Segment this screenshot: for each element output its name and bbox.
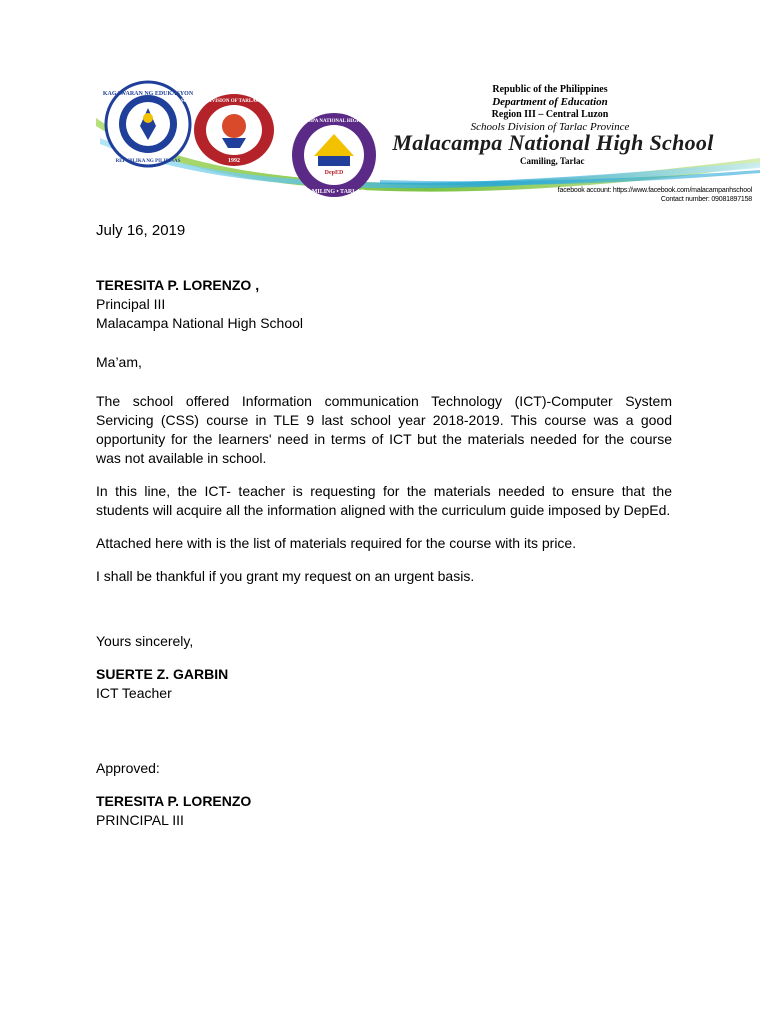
letter-date: July 16, 2019 (96, 222, 186, 239)
salutation: Ma’am, (96, 354, 142, 370)
seal2-year: 1992 (228, 158, 240, 164)
republic-line: Republic of the Philippines (492, 84, 608, 95)
seal2-text: SCHOOLS DIVISION OF TARLAC PROVINCE (180, 99, 288, 104)
seal1-bottom: REPUBLIKA NG PILIPINAS (115, 159, 181, 164)
letterhead-text (400, 84, 700, 134)
paragraph-1: The school offered Information communication Technology (ICT)-Computer System Servicing (CSS) course in TLE 9 last school year 2018-2019. This course was a good opportunity for the learners' need in terms of ICT but the materials needed for the course was not available in school. (96, 393, 672, 466)
deped-seal (104, 80, 192, 168)
paragraph-2: In this line, the ICT- teacher is requesting for the materials needed to ensure that the students will acquire all the information aligned with the curriculum guide imposed by DepEd. (96, 483, 672, 518)
school-seal (284, 112, 384, 198)
approved-label: Approved: (96, 760, 160, 776)
sender-name: SUERTE Z. GARBIN (96, 666, 229, 682)
paragraph-4: I shall be thankful if you grant my request on an urgent basis. (96, 568, 475, 584)
recipient-name: TERESITA P. LORENZO , (96, 277, 260, 293)
letter-body (96, 276, 672, 830)
approver-name: TERESITA P. LORENZO (96, 793, 252, 809)
letterhead (0, 0, 768, 215)
sender-title: ICT Teacher (96, 685, 172, 701)
seal3-center: DepED (324, 170, 344, 176)
school-town: Camiling, Tarlac (520, 156, 585, 166)
seal3-bottom: CAMILING • TARLAC (303, 189, 365, 195)
division-seal (180, 92, 288, 168)
contact-number: Contact number: 09081897158 (660, 196, 752, 203)
department-line: Department of Education (492, 96, 608, 108)
approver-title: PRINCIPAL III (96, 812, 184, 828)
division-line: Schools Division of Tarlac Province (470, 121, 630, 133)
school-name: Malacampa National High School (392, 130, 714, 155)
region-line: Region III – Central Luzon (491, 109, 609, 120)
paragraph-3: Attached here with is the list of materials required for the course with its price. (96, 535, 577, 551)
recipient-title: Principal III (96, 296, 166, 312)
closing: Yours sincerely, (96, 633, 194, 649)
recipient-school: Malacampa National High School (96, 315, 303, 331)
seal3-text: MALACAMPA NATIONAL HIGH SCHOOL (284, 119, 384, 124)
facebook-account: facebook account: https://www.facebook.com/malacampanhschool (557, 187, 752, 194)
contact-info (558, 186, 752, 204)
seal1-text: KAGAWARAN NG EDUKASYON (102, 91, 194, 97)
